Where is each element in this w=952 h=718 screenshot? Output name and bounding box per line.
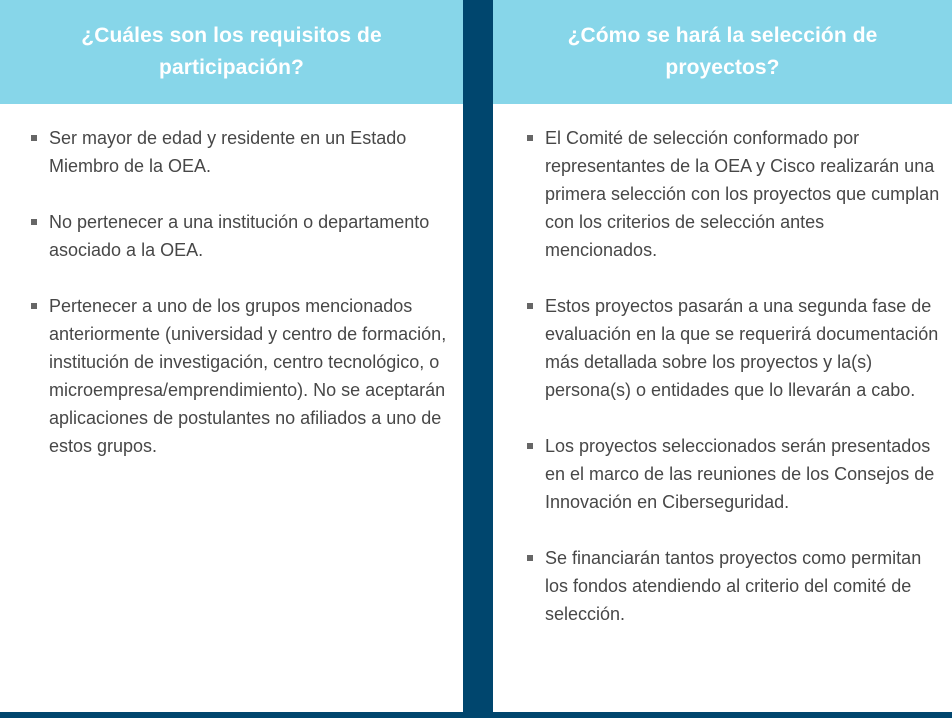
selection-text: Se financiarán tantos proyectos como permitan los fondos atendiendo al criterio del comité de selección. [545, 548, 922, 624]
square-bullet-icon [527, 443, 533, 449]
selection-item [526, 124, 941, 264]
square-bullet-icon [527, 303, 533, 309]
selection-item [526, 432, 941, 516]
requirements-list [30, 124, 450, 488]
square-bullet-icon [31, 135, 37, 141]
selection-text: Estos proyectos pasarán a una segunda fase de evaluación en la que se requerirá documentación más detallada sobre los proyectos y la(s) persona(s) o entidades que lo llevarán a cabo. [545, 296, 939, 400]
square-bullet-icon [527, 135, 533, 141]
requirement-text: Ser mayor de edad y residente en un Estado Miembro de la OEA. [49, 128, 407, 176]
requirement-item [30, 208, 450, 264]
selection-title: ¿Cómo se hará la selección de proyectos? [567, 24, 878, 79]
selection-panel [493, 0, 952, 712]
square-bullet-icon [31, 219, 37, 225]
requirements-panel [0, 0, 463, 712]
selection-text: El Comité de selección conformado por representantes de la OEA y Cisco realizarán una primera selección con los proyectos que cumplan con los criterios de selección antes mencionados. [545, 128, 940, 260]
selection-text: Los proyectos seleccionados serán presentados en el marco de las reuniones de los Consejos de Innovación en Ciberseguridad. [545, 436, 935, 512]
selection-item [526, 292, 941, 404]
requirement-text: No pertenecer a una institución o departamento asociado a la OEA. [49, 212, 430, 260]
square-bullet-icon [31, 303, 37, 309]
requirement-item [30, 124, 450, 180]
requirements-title: ¿Cuáles son los requisitos de participación? [81, 24, 382, 79]
requirement-item [30, 292, 450, 460]
selection-list [526, 124, 941, 656]
selection-header [493, 0, 952, 104]
requirement-text: Pertenecer a uno de los grupos mencionados anteriormente (universidad y centro de formación, institución de investigación, centro tecnológico, o microempresa/emprendimiento). No se aceptarán aplicaciones de postulantes no afiliados a uno de estos grupos. [49, 296, 447, 456]
square-bullet-icon [527, 555, 533, 561]
selection-item [526, 544, 941, 628]
requirements-header [0, 0, 463, 104]
